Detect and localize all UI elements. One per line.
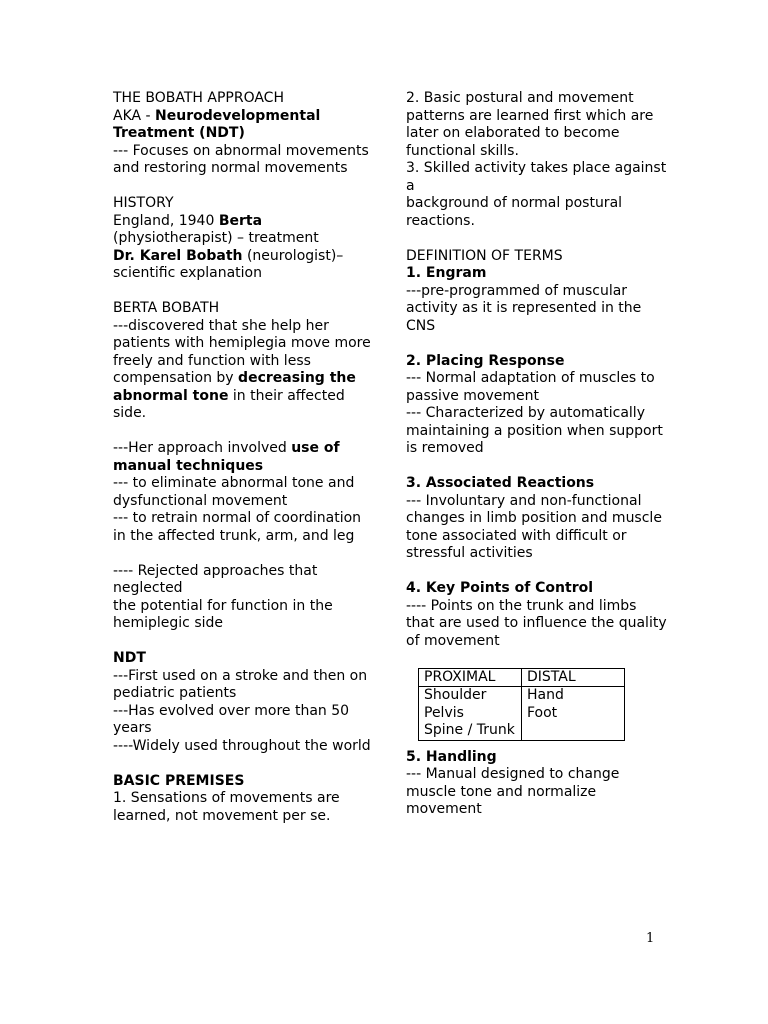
berta-bullet-1: --- to eliminate abnormal tone and dysfunctional movement xyxy=(113,475,355,509)
term-1-heading: 1. Engram xyxy=(406,265,487,281)
berta-p1-bold: decreasing the abnormal tone xyxy=(113,370,356,404)
rejected-line-2: the potential for function in the hemiplegic side xyxy=(113,597,333,631)
term-4-text: ---- Points on the trunk and limbs that are used to influence the quality of movement xyxy=(406,597,667,649)
aka-line xyxy=(113,108,378,143)
proximal-item: Spine / Trunk xyxy=(424,722,515,738)
premise-2: 2. Basic postural and movement patterns are learned first which are later on elaborated to become functional skills. xyxy=(406,90,654,159)
ndt-line-3: ----Widely used throughout the world xyxy=(113,737,371,754)
premise-3a: 3. Skilled activity takes place against a xyxy=(406,160,667,194)
berta-p1-end: in their affected side. xyxy=(113,387,345,421)
table-header-row xyxy=(419,668,625,687)
term-5-heading: 5. Handling xyxy=(406,748,497,765)
history-england: England, 1940 xyxy=(113,212,219,229)
history-line-3 xyxy=(113,248,378,283)
premises-heading: BASIC PREMISES xyxy=(113,772,245,789)
history-berta: Berta xyxy=(218,212,263,229)
proximal-cell xyxy=(419,687,522,741)
left-column xyxy=(113,90,378,825)
term-2-text-1: --- Normal adaptation of muscles to passive movement xyxy=(406,370,655,404)
history-karel: Dr. Karel Bobath xyxy=(113,247,243,264)
control-points-table xyxy=(418,668,625,741)
term-1-text: ---pre-programmed of muscular activity as it is represented in the CNS xyxy=(406,282,642,334)
premise-1: 1. Sensations of movements are learned, not movement per se. xyxy=(113,790,340,824)
berta-paragraph-1 xyxy=(113,318,378,423)
right-column xyxy=(406,90,668,819)
table-header-proximal: PROXIMAL xyxy=(419,668,522,687)
aka-prefix: AKA - xyxy=(113,107,156,124)
berta-p1-text: ---discovered that she help her patients with hemiplegia move more freely and function with less compensation by xyxy=(113,317,371,386)
document-title: THE BOBATH APPROACH xyxy=(113,90,284,106)
berta-p2-bold: use of manual techniques xyxy=(113,440,340,474)
ndt-line-1: ---First used on a stroke and then on pediatric patients xyxy=(113,667,368,701)
table-header-distal: DISTAL xyxy=(522,668,625,687)
berta-p2-text: ---Her approach involved xyxy=(113,440,292,456)
term-4-heading: 4. Key Points of Control xyxy=(406,580,594,596)
table-row xyxy=(419,687,625,741)
term-3-heading: 3. Associated Reactions xyxy=(406,475,595,491)
berta-bullet-2: --- to retrain normal of coordination in the affected trunk, arm, and leg xyxy=(113,510,362,544)
term-2-text-2: --- Characterized by automatically maintaining a position when support is removed xyxy=(406,405,663,456)
distal-item: Hand xyxy=(527,687,564,703)
premise-3b: background of normal postural reactions. xyxy=(406,195,623,229)
history-line-1 xyxy=(113,213,378,231)
distal-cell xyxy=(522,687,625,741)
history-line-2: (physiotherapist) – treatment xyxy=(113,230,319,246)
page-number: 1 xyxy=(646,931,655,946)
ndt-heading: NDT xyxy=(113,650,146,666)
proximal-item: Shoulder xyxy=(424,687,487,703)
proximal-item: Pelvis xyxy=(424,704,464,721)
term-5-text: --- Manual designed to change muscle tone and normalize movement xyxy=(406,766,620,817)
distal-item: Foot xyxy=(527,704,558,721)
rejected-line-1: ---- Rejected approaches that neglected xyxy=(113,562,318,596)
focus-line-2: and restoring normal movements xyxy=(113,160,348,176)
aka-term: Neurodevelopmental Treatment (NDT) xyxy=(113,107,321,141)
term-3-text: --- Involuntary and non-functional changes in limb position and muscle tone associated with difficult or stressful activities xyxy=(406,492,662,561)
berta-paragraph-2 xyxy=(113,440,378,475)
history-heading: HISTORY xyxy=(113,195,174,211)
ndt-line-2: ---Has evolved over more than 50 years xyxy=(113,702,350,736)
berta-heading: BERTA BOBATH xyxy=(113,300,220,316)
term-2-heading: 2. Placing Response xyxy=(406,352,565,369)
history-karel-role: (neurologist)– scientific explanation xyxy=(113,247,344,281)
definitions-heading: DEFINITION OF TERMS xyxy=(406,247,563,264)
focus-line-1: --- Focuses on abnormal movements xyxy=(113,142,369,159)
